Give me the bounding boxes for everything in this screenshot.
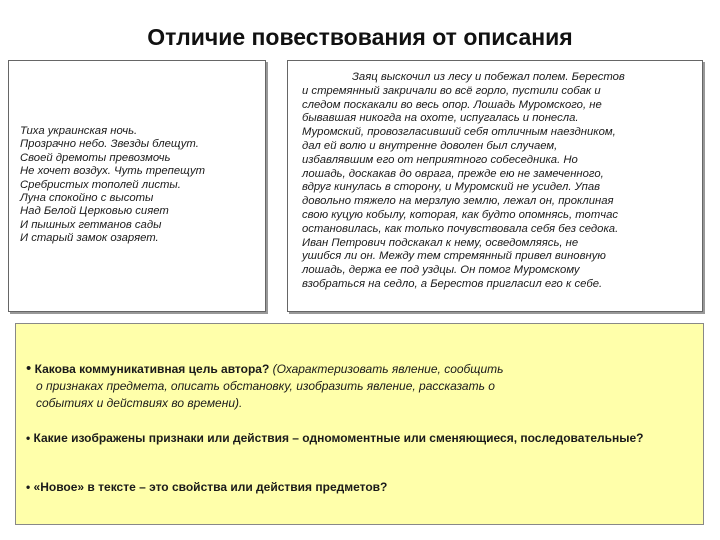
prose-box	[287, 60, 703, 312]
poem-box	[8, 60, 266, 312]
prose-line: Иван Петрович подскакал к нему, осведомляясь, не	[302, 236, 579, 249]
poem-text	[20, 125, 205, 246]
prose-line: ушибся ли он. Между тем стремянный привел виновную	[302, 250, 606, 263]
poem-line: Сребристых тополей листы.	[20, 178, 181, 191]
poem-line: Тиха украинская ночь.	[20, 125, 138, 137]
questions-panel	[15, 323, 704, 525]
poem-line: Не хочет воздух. Чуть трепещут	[20, 165, 206, 178]
bullet-icon: •	[26, 360, 32, 377]
prose-line: довольно тяжело на мерзлую землю, лежал он, проклиная	[302, 195, 614, 208]
poem-line: Луна спокойно с высоты	[20, 192, 154, 205]
poem-line: И пышных гетманов сады	[20, 218, 162, 231]
prose-line: дал ей волю и внутренне доволен был случаем,	[302, 139, 558, 152]
prose-line: бывавшая никогда на охоте, испугалась и понесла.	[302, 112, 579, 125]
poem-line: Прозрачно небо. Звезды блещут.	[20, 138, 199, 151]
prose-line: вдруг кинулась в сторону, и Муромский не усидел. Упав	[302, 181, 601, 194]
prose-text	[302, 71, 694, 292]
question-2: • Какие изображены признаки или действия – одномоментные или сменяющиеся, последовательные?	[26, 431, 644, 445]
question-1-label: Какова коммуникативная цель автора?	[34, 362, 270, 376]
prose-line: свою куцую кобылу, которая, как будто опомнясь, тотчас	[302, 208, 619, 221]
poem-line: И старый замок озаряет.	[20, 232, 159, 245]
question-1-hint: (Охарактеризовать явление, сообщить	[272, 362, 504, 376]
prose-line: и стремянный закричали во всё горло, пустили собак и	[302, 84, 601, 97]
question-1	[26, 360, 696, 412]
prose-line: лошадь, доскакав до оврага, прежде ею не замеченного,	[302, 167, 604, 180]
prose-line: Заяц выскочил из лесу и побежал полем. Берестов	[352, 71, 625, 83]
prose-line: Муромский, провозгласивший себя отличным наездником,	[302, 126, 616, 139]
prose-line: лошадь, держа ее под уздцы. Он помог Муромскому	[302, 264, 580, 277]
question-1-hint: о признаках предмета, описать обстановку, изобразить явление, рассказать о	[36, 379, 495, 393]
poem-line: Над Белой Церковью сияет	[20, 205, 169, 218]
question-3: • «Новое» в тексте – это свойства или действия предметов?	[26, 480, 388, 494]
prose-line: избавлявшим его от неприятного собеседника. Но	[302, 153, 578, 166]
prose-line: остановилась, как только почувствовала себя без седока.	[302, 222, 619, 235]
poem-line: Своей дремоты превозмочь	[20, 151, 171, 164]
question-1-hint: событиях и действиях во времени).	[36, 396, 243, 410]
slide-title: Отличие повествования от описания	[147, 24, 573, 50]
prose-line: взобраться на седло, а Берестов пригласил его к себе.	[302, 277, 603, 290]
prose-line: следом поскакали во весь опор. Лошадь Муромского, не	[302, 98, 602, 111]
